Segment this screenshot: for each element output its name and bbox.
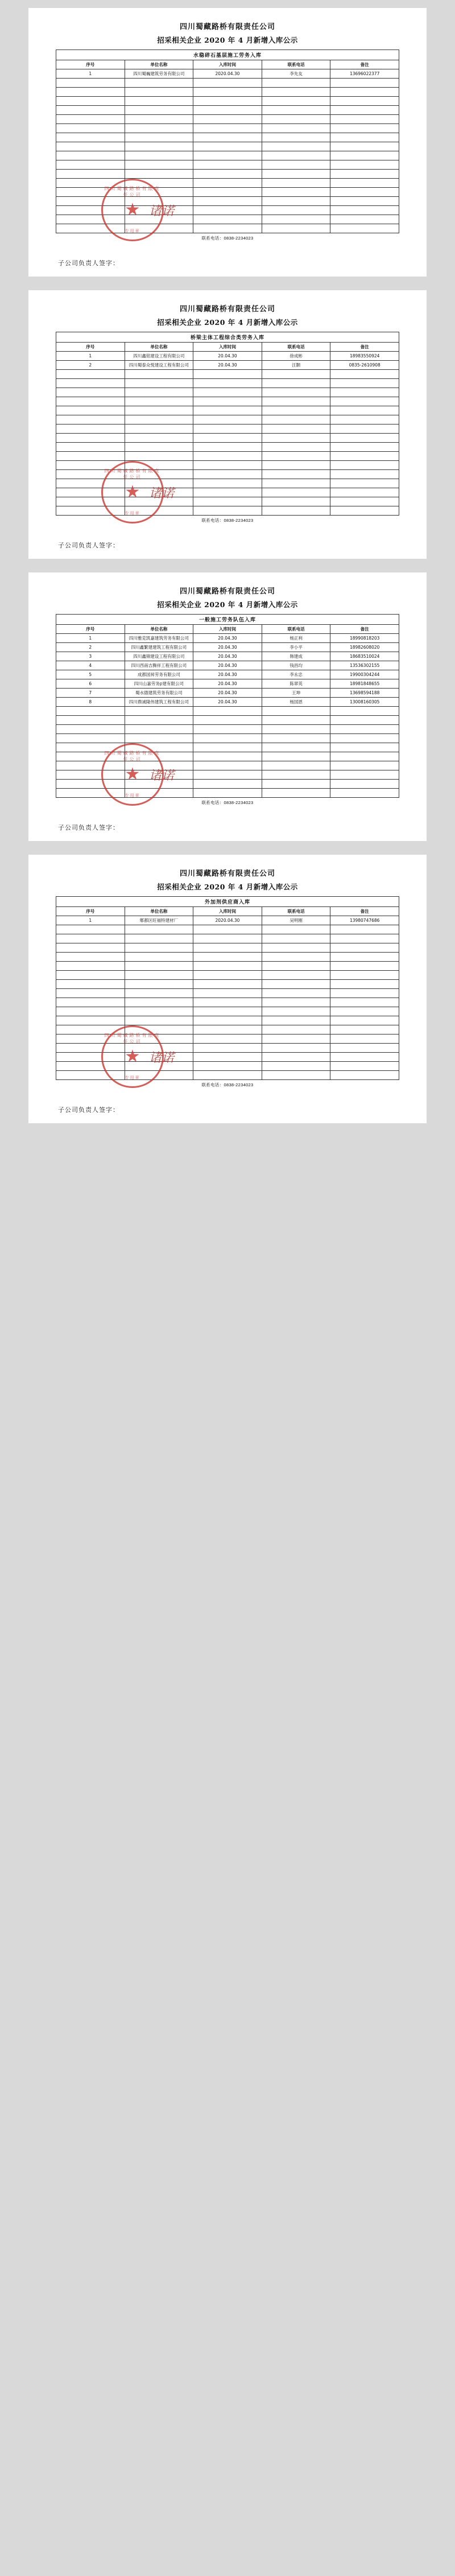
table-row-empty bbox=[56, 943, 399, 953]
page-subtitle: 招采相关企业 2020 年 4 月新增入库公示 bbox=[157, 36, 298, 44]
cell-date: 2020.04.30 bbox=[193, 916, 262, 925]
table-row-empty bbox=[56, 106, 399, 115]
table-row-empty bbox=[56, 980, 399, 989]
signature-label: 子公司负责人签字： bbox=[58, 542, 119, 549]
cell-note: 13698594188 bbox=[330, 689, 399, 698]
table-header-row bbox=[56, 907, 399, 916]
cell-date: 20.04.30 bbox=[193, 352, 262, 361]
table-row bbox=[56, 670, 399, 679]
table-row bbox=[56, 352, 399, 361]
table-row bbox=[56, 698, 399, 707]
table-row-empty bbox=[56, 115, 399, 124]
cell-contact: 吴明刚 bbox=[262, 916, 330, 925]
table-row-empty bbox=[56, 197, 399, 206]
table-row-empty bbox=[56, 88, 399, 97]
cell-date: 20.04.30 bbox=[193, 689, 262, 698]
cell-date: 20.04.30 bbox=[193, 670, 262, 679]
star-icon: ★ bbox=[125, 765, 140, 784]
table-row-empty bbox=[56, 206, 399, 215]
page-3 bbox=[28, 572, 427, 841]
stamp-bottom-text: 专用章 bbox=[125, 229, 140, 233]
table-row-empty bbox=[56, 743, 399, 752]
column-header-unit-name: 单位名称 bbox=[125, 343, 193, 352]
table-header-row bbox=[56, 60, 399, 69]
cell-unit-name: 四川鑫锦建设工程有限公司 bbox=[125, 652, 193, 661]
cell-unit-name: 四川雅克凯嘉建筑劳务有限公司 bbox=[125, 634, 193, 643]
table-row-empty bbox=[56, 1025, 399, 1034]
page-title: 四川蜀藏路桥有限责任公司 bbox=[179, 305, 275, 314]
cell-note: 13536302155 bbox=[330, 661, 399, 670]
star-icon: ★ bbox=[125, 483, 140, 501]
table-body-3 bbox=[56, 615, 399, 798]
table-header-row bbox=[56, 625, 399, 634]
cell-contact: 杨正利 bbox=[262, 634, 330, 643]
cell-note: 19900304244 bbox=[330, 670, 399, 679]
table-row-empty bbox=[56, 998, 399, 1007]
table-row-empty bbox=[56, 479, 399, 488]
cell-index: 1 bbox=[56, 634, 125, 643]
table-row bbox=[56, 643, 399, 652]
contact-phone: 联系电话：0838-2234023 bbox=[201, 236, 254, 241]
cell-note: 18683510024 bbox=[330, 652, 399, 661]
cell-index: 7 bbox=[56, 689, 125, 698]
cell-contact: 李小平 bbox=[262, 643, 330, 652]
cell-contact: 李先友 bbox=[262, 69, 330, 79]
table-row-empty bbox=[56, 789, 399, 798]
table-row-empty bbox=[56, 461, 399, 470]
table-row-empty bbox=[56, 424, 399, 434]
cell-note: 0835-2610908 bbox=[330, 361, 399, 370]
table-row-empty bbox=[56, 1034, 399, 1044]
page-subtitle: 招采相关企业 2020 年 4 月新增入库公示 bbox=[157, 883, 298, 891]
column-header-index: 序号 bbox=[56, 625, 125, 634]
star-icon: ★ bbox=[125, 200, 140, 219]
table-row-empty bbox=[56, 934, 399, 943]
column-header-unit-name: 单位名称 bbox=[125, 60, 193, 69]
cell-contact: 徐成彬 bbox=[262, 352, 330, 361]
column-header-phone: 联系电话 bbox=[262, 625, 330, 634]
table-header-row bbox=[56, 343, 399, 352]
stamp-top-text: 四川蜀藏路桥有限责任公司 bbox=[104, 751, 161, 762]
cell-contact: 李永忠 bbox=[262, 670, 330, 679]
cell-unit-name: 蜀水德建筑劳务有限公司 bbox=[125, 689, 193, 698]
cell-unit-name: 四川山嘉劳务բ建有限公司 bbox=[125, 679, 193, 689]
stamp-bottom-text: 专用章 bbox=[125, 793, 140, 798]
table-row-empty bbox=[56, 925, 399, 934]
handwritten-signature: 诸诺 bbox=[149, 487, 175, 501]
table-row-empty bbox=[56, 1071, 399, 1080]
cell-index: 3 bbox=[56, 652, 125, 661]
cell-index: 1 bbox=[56, 916, 125, 925]
column-header-note: 备注 bbox=[330, 625, 399, 634]
page-subtitle: 招采相关企业 2020 年 4 月新增入库公示 bbox=[157, 318, 298, 327]
table-row-empty bbox=[56, 388, 399, 397]
cell-note: 18983550924 bbox=[330, 352, 399, 361]
table-row bbox=[56, 634, 399, 643]
stamp-top-text: 四川蜀藏路桥有限责任公司 bbox=[104, 468, 161, 480]
page-1 bbox=[28, 8, 427, 277]
cell-date: 20.04.30 bbox=[193, 634, 262, 643]
table-row-empty bbox=[56, 133, 399, 142]
table-row-empty bbox=[56, 707, 399, 716]
cell-unit-name: 成都国昇劳务有限公司 bbox=[125, 670, 193, 679]
table-body-2 bbox=[56, 332, 399, 516]
column-header-note: 备注 bbox=[330, 907, 399, 916]
table-row-empty bbox=[56, 397, 399, 406]
section-title: 一般施工劳务队伍入库 bbox=[56, 615, 399, 625]
signature-label: 子公司负责人签字： bbox=[58, 259, 119, 267]
section-title-row bbox=[56, 897, 399, 907]
stamp-bottom-text: 专用章 bbox=[125, 511, 140, 516]
handwritten-signature: 诸诺 bbox=[149, 769, 175, 783]
table-row-empty bbox=[56, 971, 399, 980]
cell-unit-name: 四川西南吉腾祥工程有限公司 bbox=[125, 661, 193, 670]
cell-note: 13008160305 bbox=[330, 698, 399, 707]
table-row-empty bbox=[56, 406, 399, 415]
table-page-4 bbox=[56, 896, 399, 1080]
table-row-empty bbox=[56, 1016, 399, 1025]
section-title-row bbox=[56, 615, 399, 625]
table-row-empty bbox=[56, 97, 399, 106]
cell-unit-name: 四川蜀泰众悦建设工程有限公司 bbox=[125, 361, 193, 370]
signature-label: 子公司负责人签字： bbox=[58, 1106, 119, 1114]
section-title: 水稳碎石基层施工劳务入库 bbox=[56, 50, 399, 60]
table-row-empty bbox=[56, 989, 399, 998]
column-header-date: 入库时间 bbox=[193, 625, 262, 634]
table-row-empty bbox=[56, 716, 399, 725]
cell-contact: 杨国恩 bbox=[262, 698, 330, 707]
star-icon: ★ bbox=[125, 1047, 140, 1066]
table-row-empty bbox=[56, 188, 399, 197]
column-header-phone: 联系电话 bbox=[262, 907, 330, 916]
column-header-index: 序号 bbox=[56, 343, 125, 352]
cell-index: 8 bbox=[56, 698, 125, 707]
table-row-empty bbox=[56, 434, 399, 443]
cell-contact: 钱昌均 bbox=[262, 661, 330, 670]
cell-note: 18981848655 bbox=[330, 679, 399, 689]
table-row bbox=[56, 69, 399, 79]
cell-index: 2 bbox=[56, 361, 125, 370]
cell-unit-name: 四川鑫铭建设工程有限公司 bbox=[125, 352, 193, 361]
table-row-empty bbox=[56, 488, 399, 497]
page-4 bbox=[28, 855, 427, 1123]
table-row bbox=[56, 361, 399, 370]
table-row-empty bbox=[56, 1062, 399, 1071]
table-page-3 bbox=[56, 614, 399, 798]
column-header-date: 入库时间 bbox=[193, 343, 262, 352]
cell-date: 20.04.30 bbox=[193, 661, 262, 670]
table-row-empty bbox=[56, 1053, 399, 1062]
table-body-1 bbox=[56, 50, 399, 233]
stamp-top-text: 四川蜀藏路桥有限责任公司 bbox=[104, 1033, 161, 1044]
column-header-phone: 联系电话 bbox=[262, 60, 330, 69]
table-row bbox=[56, 916, 399, 925]
cell-index: 1 bbox=[56, 69, 125, 79]
table-page-2 bbox=[56, 332, 399, 516]
table-row-empty bbox=[56, 452, 399, 461]
table-row-empty bbox=[56, 379, 399, 388]
page-title: 四川蜀藏路桥有限责任公司 bbox=[179, 587, 275, 596]
table-row-empty bbox=[56, 734, 399, 743]
column-header-phone: 联系电话 bbox=[262, 343, 330, 352]
cell-date: 20.04.30 bbox=[193, 643, 262, 652]
page-title: 四川蜀藏路桥有限责任公司 bbox=[179, 23, 275, 31]
table-row-empty bbox=[56, 962, 399, 971]
table-body-4 bbox=[56, 897, 399, 1080]
table-row-empty bbox=[56, 443, 399, 452]
stamp-top-text: 四川蜀藏路桥有限责任公司 bbox=[104, 186, 161, 197]
table-row-empty bbox=[56, 224, 399, 233]
table-row bbox=[56, 679, 399, 689]
table-row-empty bbox=[56, 725, 399, 734]
section-title-row bbox=[56, 50, 399, 60]
table-row-empty bbox=[56, 497, 399, 506]
cell-date: 20.04.30 bbox=[193, 652, 262, 661]
cell-contact: 陈翠英 bbox=[262, 679, 330, 689]
table-row-empty bbox=[56, 415, 399, 424]
table-row bbox=[56, 689, 399, 698]
cell-unit-name: 四川鼎诚隆伟建筑工程有限公司 bbox=[125, 698, 193, 707]
column-header-date: 入库时间 bbox=[193, 907, 262, 916]
table-row-empty bbox=[56, 1007, 399, 1016]
cell-unit-name: 四川蜀巍建筑劳务有限公司 bbox=[125, 69, 193, 79]
table-row-empty bbox=[56, 370, 399, 379]
signature-label: 子公司负责人签字： bbox=[58, 824, 119, 831]
contact-phone: 联系电话：0838-2234023 bbox=[201, 1082, 254, 1087]
table-row-empty bbox=[56, 470, 399, 479]
table-row-empty bbox=[56, 1044, 399, 1053]
cell-note: 13980747686 bbox=[330, 916, 399, 925]
table-row-empty bbox=[56, 761, 399, 770]
cell-date: 20.04.30 bbox=[193, 698, 262, 707]
document-pages bbox=[0, 8, 455, 1123]
table-row-empty bbox=[56, 124, 399, 133]
table-row-empty bbox=[56, 179, 399, 188]
table-row-empty bbox=[56, 170, 399, 179]
table-row-empty bbox=[56, 953, 399, 962]
column-header-date: 入库时间 bbox=[193, 60, 262, 69]
page-subtitle: 招采相关企业 2020 年 4 月新增入库公示 bbox=[157, 600, 298, 609]
cell-contact: 王坤 bbox=[262, 689, 330, 698]
column-header-unit-name: 单位名称 bbox=[125, 625, 193, 634]
table-row-empty bbox=[56, 506, 399, 516]
table-row bbox=[56, 652, 399, 661]
page-2 bbox=[28, 290, 427, 559]
cell-note: 18990818203 bbox=[330, 634, 399, 643]
table-row-empty bbox=[56, 79, 399, 88]
cell-date: 20.04.30 bbox=[193, 679, 262, 689]
cell-index: 1 bbox=[56, 352, 125, 361]
cell-unit-name: 郫都区旺福特建材厂 bbox=[125, 916, 193, 925]
cell-index: 2 bbox=[56, 643, 125, 652]
cell-index: 5 bbox=[56, 670, 125, 679]
stamp-bottom-text: 专用章 bbox=[125, 1075, 140, 1080]
cell-unit-name: 四川鑫繁建建筑工程有限公司 bbox=[125, 643, 193, 652]
table-row bbox=[56, 661, 399, 670]
table-row-empty bbox=[56, 752, 399, 761]
handwritten-signature: 诸诺 bbox=[149, 1051, 175, 1065]
section-title: 桥梁主体工程综合类劳务入库 bbox=[56, 332, 399, 343]
cell-contact: 韩建成 bbox=[262, 652, 330, 661]
cell-date: 20.04.30 bbox=[193, 361, 262, 370]
handwritten-signature: 诸诺 bbox=[149, 204, 175, 219]
table-row-empty bbox=[56, 142, 399, 151]
contact-phone: 联系电话：0838-2234023 bbox=[201, 800, 254, 805]
cell-date: 2020.04.30 bbox=[193, 69, 262, 79]
table-row-empty bbox=[56, 780, 399, 789]
contact-phone: 联系电话：0838-2234023 bbox=[201, 518, 254, 523]
column-header-note: 备注 bbox=[330, 343, 399, 352]
cell-note: 13696022377 bbox=[330, 69, 399, 79]
cell-index: 6 bbox=[56, 679, 125, 689]
section-title-row bbox=[56, 332, 399, 343]
page-title: 四川蜀藏路桥有限责任公司 bbox=[179, 869, 275, 878]
column-header-index: 序号 bbox=[56, 907, 125, 916]
cell-contact: 汪颢 bbox=[262, 361, 330, 370]
section-title: 外加剂供应商入库 bbox=[56, 897, 399, 907]
table-row-empty bbox=[56, 160, 399, 170]
column-header-note: 备注 bbox=[330, 60, 399, 69]
cell-note: 18982608020 bbox=[330, 643, 399, 652]
cell-index: 4 bbox=[56, 661, 125, 670]
column-header-unit-name: 单位名称 bbox=[125, 907, 193, 916]
table-row-empty bbox=[56, 215, 399, 224]
table-page-1 bbox=[56, 50, 399, 233]
table-row-empty bbox=[56, 151, 399, 160]
column-header-index: 序号 bbox=[56, 60, 125, 69]
table-row-empty bbox=[56, 770, 399, 780]
